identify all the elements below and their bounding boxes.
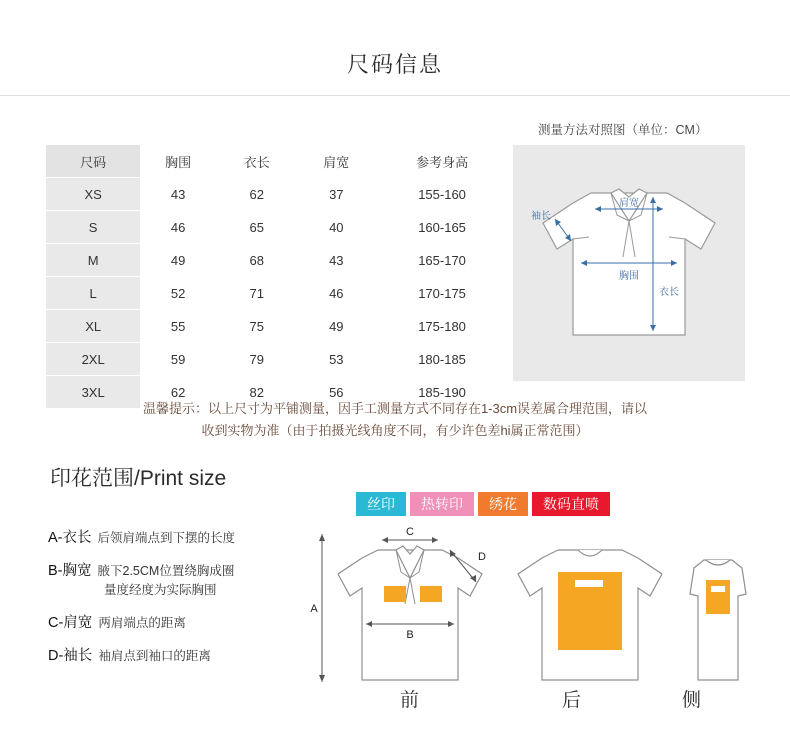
definition-key: B-胸宽: [48, 563, 92, 579]
cell-length: 68: [216, 244, 298, 277]
measure-note: 测量方法对照图（单位：CM）: [538, 123, 708, 137]
print-method-legend: [356, 492, 610, 516]
table-header-cell: 衣长: [216, 145, 298, 178]
cell-height: 160-165: [375, 211, 510, 244]
cell-chest: 46: [141, 211, 216, 244]
table-row: [46, 211, 510, 244]
table-header-cell: 尺码: [46, 145, 141, 178]
cell-chest: 62: [141, 376, 216, 409]
definition-key: C-肩宽: [48, 615, 93, 631]
cell-chest: 43: [141, 178, 216, 211]
table-row: [46, 343, 510, 376]
cell-height: 165-170: [375, 244, 510, 277]
print-area-right-chest: [420, 586, 442, 602]
cell-chest: 49: [141, 244, 216, 277]
print-area-side: [706, 580, 730, 614]
cell-size: M: [46, 244, 141, 277]
cell-shoulder: 43: [298, 244, 375, 277]
legend-item-silkscreen: 丝印: [356, 492, 406, 516]
definition-text: 袖肩点到袖口的距离: [98, 649, 211, 663]
table-row: [46, 244, 510, 277]
page-title: 尺码信息: [346, 52, 443, 77]
print-area-left-chest: [384, 586, 406, 602]
cell-shoulder: 37: [298, 178, 375, 211]
cell-height: 155-160: [375, 178, 510, 211]
cell-height: 185-190: [375, 376, 510, 409]
view-label-side: 侧: [682, 690, 702, 711]
legend-item-heat-transfer: 热转印: [410, 492, 474, 516]
page-header: [0, 0, 790, 96]
table-header-cell: 参考身高: [375, 145, 510, 178]
cell-height: 170-175: [375, 277, 510, 310]
cell-size: S: [46, 211, 141, 244]
label-length: 衣长: [659, 287, 679, 298]
cell-shoulder: 53: [298, 343, 375, 376]
print-area-diagram: [300, 520, 770, 695]
cell-size: XL: [46, 310, 141, 343]
print-size-title: 印花范围/Print size: [50, 467, 227, 490]
legend-item-embroidery: 绣花: [478, 492, 528, 516]
cell-shoulder: 40: [298, 211, 375, 244]
definition-key: D-袖长: [48, 648, 93, 664]
view-labels: [300, 685, 770, 715]
cell-shoulder: 56: [298, 376, 375, 409]
table-header-cell: 肩宽: [298, 145, 375, 178]
table-header-cell: 胸围: [141, 145, 216, 178]
print-area-back-slot: [575, 580, 603, 587]
mark-b: B: [406, 629, 414, 641]
view-label-front: 前: [400, 690, 420, 711]
definition-text: 后领肩端点到下摆的长度: [97, 531, 236, 545]
cell-shoulder: 46: [298, 277, 375, 310]
cell-size: L: [46, 277, 141, 310]
cell-height: 180-185: [375, 343, 510, 376]
label-sleeve: 袖长: [531, 211, 551, 222]
cell-chest: 55: [141, 310, 216, 343]
table-row: [46, 178, 510, 211]
cell-chest: 52: [141, 277, 216, 310]
size-table: [45, 144, 510, 409]
mark-a: A: [310, 603, 318, 615]
cell-size: 3XL: [46, 376, 141, 409]
tips-line-2: 收到实物为准（由于拍摄光线角度不同，有少许色差hi属正常范围）: [201, 423, 589, 438]
cell-size: XS: [46, 178, 141, 211]
tips-line-1: 温馨提示：以上尺寸为平铺测量，因手工测量方式不同存在1-3cm误差属合理范围，请以: [142, 401, 648, 416]
cell-length: 65: [216, 211, 298, 244]
table-header-row: [46, 145, 510, 178]
cell-height: 175-180: [375, 310, 510, 343]
cell-length: 62: [216, 178, 298, 211]
mark-c: C: [406, 526, 414, 538]
legend-item-digital-print: 数码直喷: [532, 492, 610, 516]
cell-length: 82: [216, 376, 298, 409]
cell-shoulder: 49: [298, 310, 375, 343]
label-shoulder: 肩宽: [619, 198, 639, 209]
cell-length: 75: [216, 310, 298, 343]
label-chest: 胸围: [619, 271, 639, 282]
table-row: [46, 277, 510, 310]
definition-subtext: 量度经度为实际胸围: [104, 583, 217, 597]
side-view: [690, 560, 746, 680]
polo-measure-svg: [513, 145, 745, 381]
measurement-tips: [45, 398, 745, 442]
mark-d: D: [478, 551, 486, 563]
cell-chest: 59: [141, 343, 216, 376]
measurement-diagram: [512, 144, 746, 382]
header-divider: [0, 95, 790, 96]
definition-text: 腋下2.5CM位置绕胸成圈: [97, 564, 235, 578]
definition-text: 两肩端点的距离: [98, 616, 186, 630]
print-views-svg: [300, 520, 770, 695]
cell-length: 71: [216, 277, 298, 310]
definition-key: A-衣长: [48, 530, 92, 546]
table-row: [46, 310, 510, 343]
print-area-side-slot: [711, 586, 725, 592]
cell-length: 79: [216, 343, 298, 376]
cell-size: 2XL: [46, 343, 141, 376]
back-view: [518, 550, 662, 680]
view-label-back: 后: [562, 690, 582, 711]
front-view: [338, 526, 486, 680]
